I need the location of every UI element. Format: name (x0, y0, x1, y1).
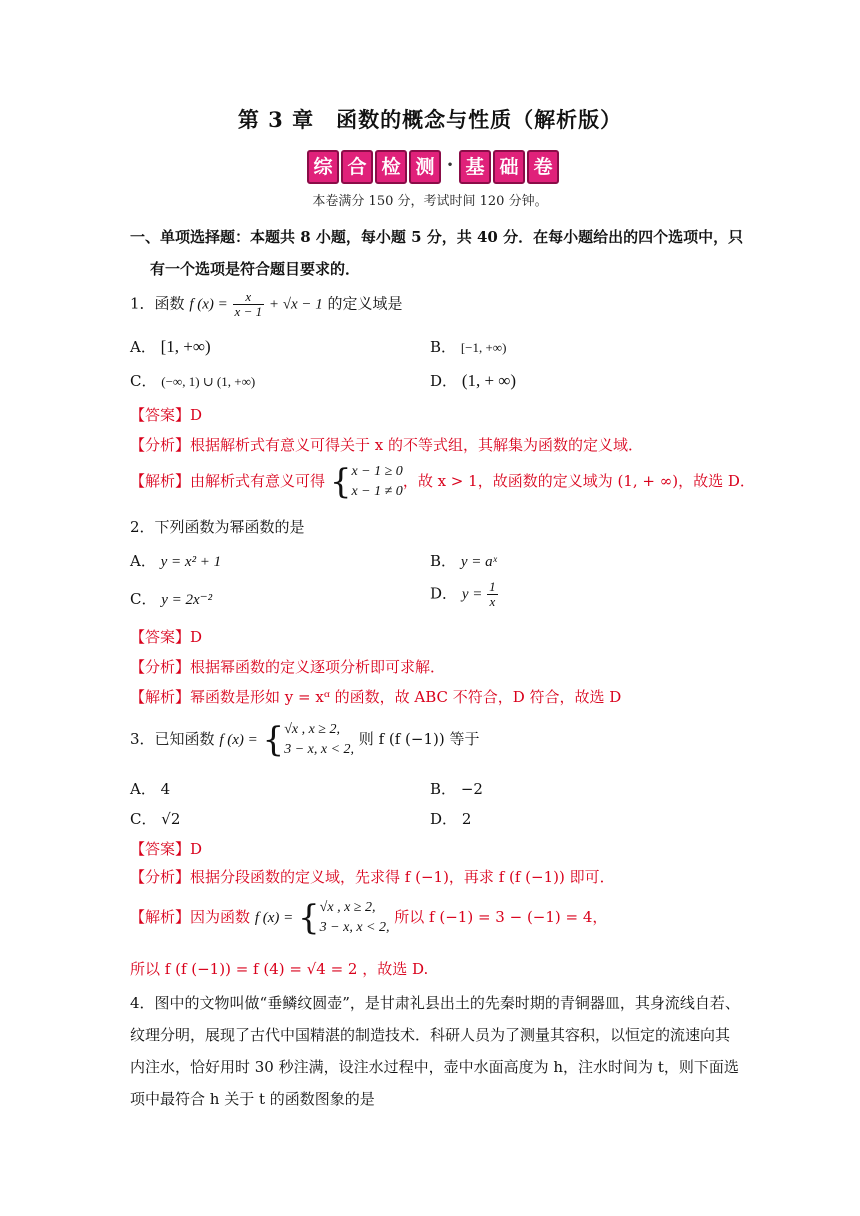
piecewise-cases (284, 720, 354, 760)
function-name: f (x) = (254, 910, 294, 926)
answer: 【答案】D (130, 406, 203, 424)
option-label: A． (130, 552, 156, 570)
case-line: x − 1 ≥ 0 (351, 464, 403, 479)
question-4-line3: 内注水，恰好用时 30 秒注满，设注水过程中，壶中水面高度为 h，注水时间为 t，则下面选 (130, 1058, 739, 1076)
denominator: x (489, 594, 496, 609)
option-value: y = x² + 1 (160, 554, 222, 570)
inequality-system (351, 462, 402, 502)
solution-line2: 所以 f (f (−1)) = f (4) = √4 = 2 ，故选 D. (130, 960, 429, 978)
option-c (130, 808, 180, 829)
banner-char: 卷 (527, 150, 559, 184)
option-label: A． (130, 780, 156, 798)
answer: 【答案】D (130, 840, 203, 858)
case-line: √x , x ≥ 2, (284, 722, 340, 737)
option-b (430, 778, 483, 799)
option-c (130, 588, 212, 609)
answer: 【答案】D (130, 628, 203, 646)
solution-text: 由解析式有意义可得 (190, 472, 326, 490)
analysis-text: 根据幂函数的定义逐项分析即可求解． (190, 658, 446, 676)
section-heading-line2: 有一个选项是符合题目要求的． (150, 260, 361, 278)
option-label: D． (430, 810, 458, 828)
numerator: 1 (489, 579, 496, 594)
analysis-tag: 【分析】 (130, 436, 191, 454)
analysis (130, 866, 615, 887)
question-3 (130, 720, 480, 760)
option-value: y = aˣ (460, 554, 497, 570)
option-label: D． (430, 584, 458, 603)
option-label: C． (130, 372, 157, 390)
question-4-line1: 4．图中的文物叫做“垂鳞纹圆壶”，是甘肃礼县出土的先秦时期的青铜器皿，其身流线自若、 (130, 994, 740, 1012)
option-value: [1, +∞) (160, 337, 211, 356)
question-number: 3．已知函数 (130, 730, 215, 748)
analysis (130, 434, 643, 455)
question-text: 则 f (f (−1)) 等于 (358, 730, 480, 748)
banner-char: 基 (459, 150, 491, 184)
analysis-text: 根据解析式有意义可得关于 x 的不等式组，其解集为函数的定义域． (190, 436, 644, 454)
question-2: 2．下列函数为幂函数的是 (130, 518, 305, 536)
option-b (430, 550, 497, 571)
solution (130, 686, 621, 707)
banner-char: 检 (375, 150, 407, 184)
question-1 (130, 290, 403, 319)
option-label: B． (430, 552, 457, 570)
solution (130, 898, 607, 938)
option-label: B． (430, 780, 457, 798)
option-value: 4 (160, 780, 171, 798)
denominator: x − 1 (234, 304, 263, 319)
solution-tag: 【解析】 (130, 688, 191, 706)
brace: { (262, 720, 285, 760)
option-label: C． (130, 590, 157, 608)
analysis (130, 656, 445, 677)
analysis-text: 根据分段函数的定义域，先求得 f (−1)，再求 f (f (−1)) 即可． (190, 868, 615, 886)
option-d (430, 370, 516, 391)
option-value: 2 (461, 810, 472, 828)
solution-conclusion: ，故 x > 1，故函数的定义域为 (1, + ∞)，故选 D． (402, 472, 755, 490)
option-value: [−1, +∞) (460, 340, 507, 355)
exam-info: 本卷满分 150 分，考试时间 120 分钟。 (312, 194, 548, 209)
option-label: B． (430, 338, 457, 356)
case-line: x − 1 ≠ 0 (351, 484, 403, 499)
option-c (130, 370, 255, 391)
option-value: −2 (460, 780, 483, 798)
banner-char: 测 (409, 150, 441, 184)
solution (130, 462, 755, 502)
fraction (233, 290, 265, 319)
page-title: 第 3 章 函数的概念与性质（解析版） (237, 107, 623, 132)
case-line: 3 − x, x < 2, (284, 742, 355, 757)
piecewise-cases (320, 898, 390, 938)
brace: { (329, 462, 352, 502)
brace: { (298, 898, 320, 938)
option-value: (1, + ∞) (461, 371, 517, 390)
option-value: √2 (161, 810, 181, 828)
option-label: A． (130, 338, 156, 356)
function-name: f (x) = (219, 732, 258, 748)
option-b (430, 336, 506, 357)
fraction (487, 580, 498, 609)
question-4-line4: 项中最符合 h 关于 t 的函数图象的是 (130, 1090, 375, 1108)
case-line: 3 − x, x < 2, (319, 920, 390, 935)
analysis-tag: 【分析】 (130, 868, 191, 886)
question-text: 的定义域是 (322, 294, 403, 313)
numerator: x (233, 290, 265, 305)
question-4-line2: 纹理分明，展现了古代中国精湛的制造技术．科研人员为了测量其容积，以恒定的流速向其 (130, 1026, 731, 1044)
option-label: D． (430, 372, 458, 390)
option-a (130, 778, 170, 799)
banner-char: 础 (493, 150, 525, 184)
section-heading-line1: 一、单项选择题：本题共 8 小题，每小题 5 分，共 40 分．在每小题给出的四个选项中，只 (130, 228, 744, 246)
solution-text: 因为函数 (190, 908, 251, 926)
option-d (430, 808, 471, 829)
banner-char: 合 (341, 150, 373, 184)
analysis-tag: 【分析】 (130, 658, 191, 676)
option-a (130, 336, 211, 357)
option-value: (−∞, 1) ∪ (1, +∞) (161, 374, 256, 389)
solution-step: 所以 f (−1) = 3 − (−1) = 4， (394, 908, 608, 926)
option-value: y = 2x⁻² (161, 592, 213, 608)
option-d (430, 580, 498, 609)
exam-banner (307, 150, 559, 184)
solution-tag: 【解析】 (130, 908, 191, 926)
sqrt-term: + √x − 1 (268, 296, 323, 313)
case-line: √x , x ≥ 2, (319, 900, 376, 915)
banner-dot: · (446, 154, 454, 176)
function-name: f (x) = (189, 296, 228, 313)
option-a (130, 550, 221, 571)
option-label: C． (130, 810, 157, 828)
question-number: 1．函数 (130, 294, 185, 313)
solution-tag: 【解析】 (130, 472, 191, 490)
option-value: y = (461, 586, 483, 603)
banner-char: 综 (307, 150, 339, 184)
solution-text: 幂函数是形如 y = xᵅ 的函数，故 ABC 不符合，D 符合，故选 D (190, 688, 622, 706)
